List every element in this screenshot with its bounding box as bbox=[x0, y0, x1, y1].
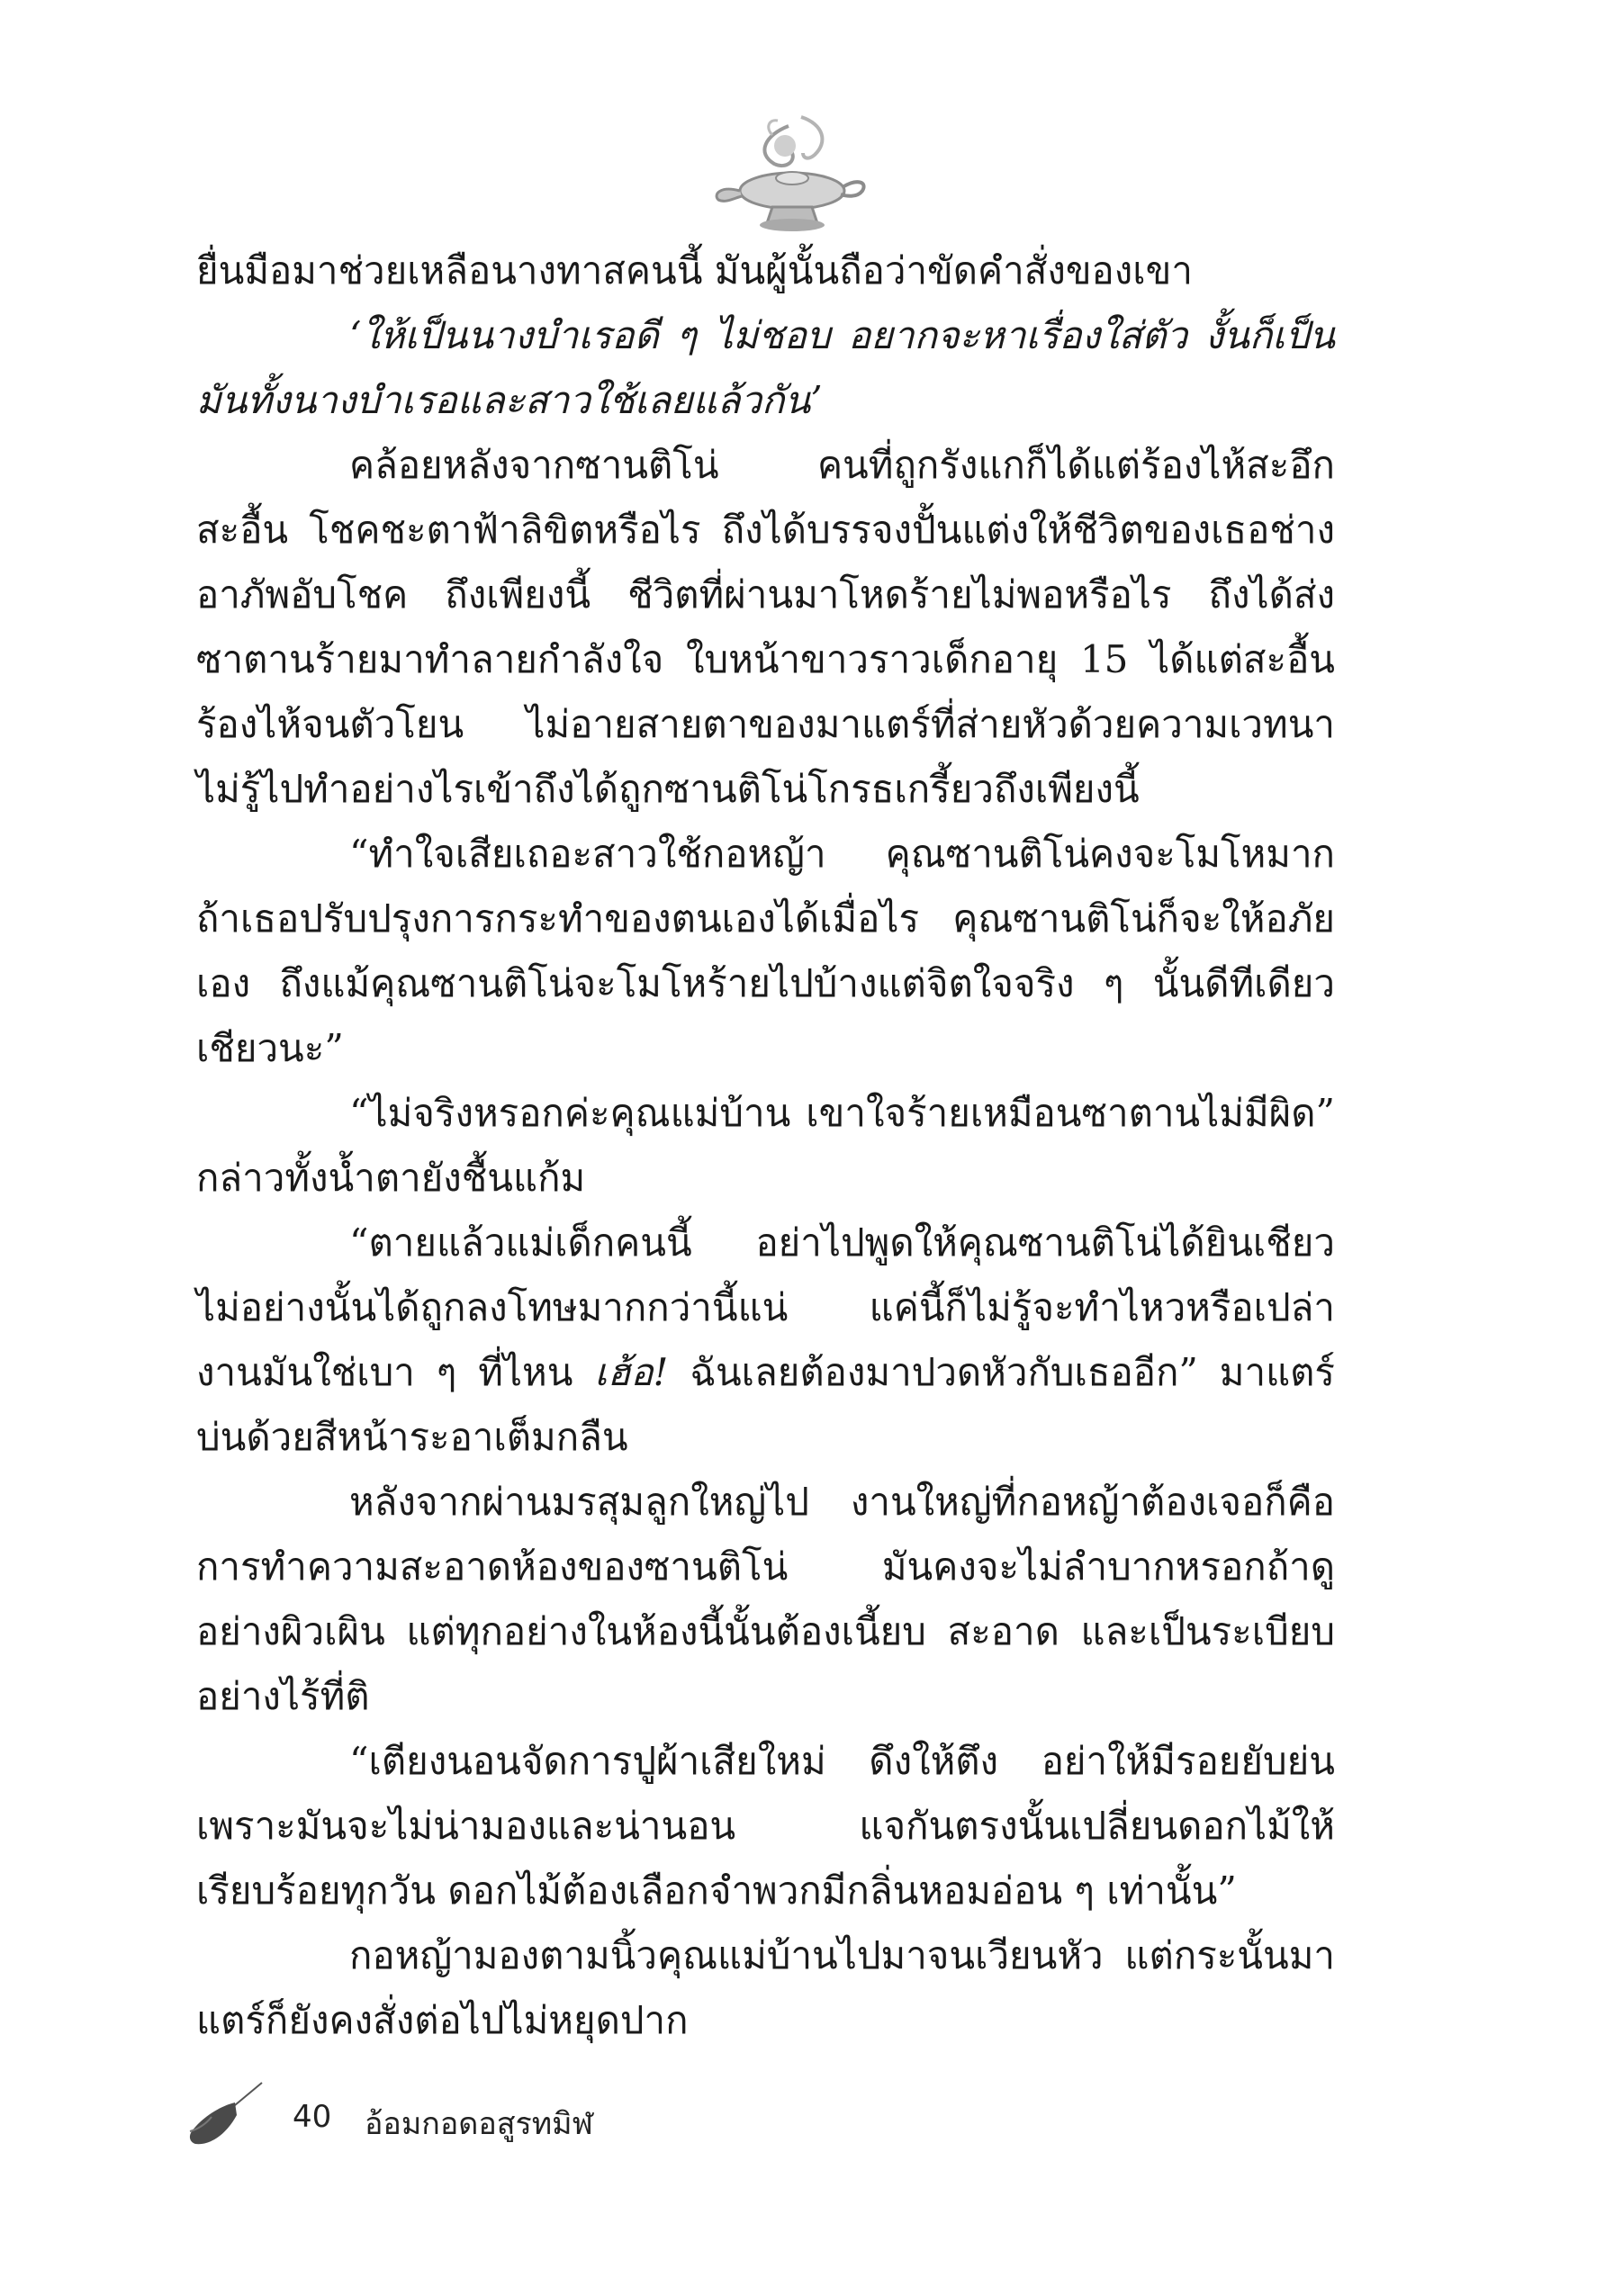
paragraph-dialogue bbox=[196, 1211, 1335, 1470]
paragraph-italic-thought: ‘ให้เป็นนางบำเรอดี ๆ ไม่ชอบ อยากจะหาเรื่องใส่ตัว งั้นก็เป็นมันทั้งนางบำเรอและสาวใช้เลยแล้วกัน’ bbox=[196, 313, 1335, 422]
paragraph: คล้อยหลังจากซานติโน่ คนที่ถูกรังแกก็ได้แต่ร้องไห้สะอึกสะอื้น โชคชะตาฟ้าลิขิตหรือไร ถึงได้บรรจงปั้นแต่งให้ชีวิตของเธอช่างอาภัพอับโชค ถึงเพียงนี้ ชีวิตที่ผ่านมาโหดร้ายไม่พอหรือไร ถึงได้ส่งซาตานร้ายมาทำลายกำลังใจ ใบหน้าขาวราวเด็กอายุ 15 ได้แต่สะอื้นร้องไห้จนตัวโยน ไม่อายสายตาของมาแตร์ที่ส่ายหัวด้วยความเวทนา ไม่รู้ไปทำอย่างไรเข้าถึงได้ถูกซานติโน่โกรธเกรี้ยวถึงเพียงนี้ bbox=[196, 443, 1335, 811]
paragraph-dialogue: “ไม่จริงหรอกค่ะคุณแม่บ้าน เขาใจร้ายเหมือนซาตานไม่มีผิด” กล่าวทั้งน้ำตายังชื้นแก้ม bbox=[196, 1091, 1335, 1200]
book-title: อ้อมกอดอสูรทมิฬ bbox=[365, 2106, 593, 2142]
quill-feather-icon bbox=[185, 2079, 266, 2151]
paragraph-dialogue: “ทำใจเสียเถอะสาวใช้กอหญ้า คุณซานติโน่คงจะโมโหมาก ถ้าเธอปรับปรุงการกระทำของตนเองได้เมื่อไร คุณซานติโน่ก็จะให้อภัยเอง ถึงแม้คุณซานติโน่จะโมโหร้ายไปบ้างแต่จิตใจจริง ๆ นั้นดีทีเดียวเชียวนะ” bbox=[196, 832, 1335, 1070]
page-footer bbox=[185, 2079, 815, 2160]
paragraph: กอหญ้ามองตามนิ้วคุณแม่บ้านไปมาจนเวียนหัว แต่กระนั้นมาแตร์ก็ยังคงสั่งต่อไปไม่หยุดปาก bbox=[196, 1933, 1335, 2042]
paragraph-emphasis: เฮ้อ! bbox=[594, 1350, 669, 1394]
page-number: 40 bbox=[293, 2099, 332, 2135]
genie-lamp-icon bbox=[702, 108, 873, 243]
paragraph-dialogue: “เตียงนอนจัดการปูผ้าเสียใหม่ ดึงให้ตึง อย่าให้มีรอยยับย่น เพราะมันจะไม่น่ามองและน่านอน แจกันตรงนั้นเปลี่ยนดอกไม้ให้เรียบร้อยทุกวัน ดอกไม้ต้องเลือกจำพวกมีกลิ่นหอมอ่อน ๆ เท่านั้น” bbox=[196, 1739, 1335, 1913]
paragraph: หลังจากผ่านมรสุมลูกใหญ่ไป งานใหญ่ที่กอหญ้าต้องเจอก็คือการทำความสะอาดห้องของซานติโน่ มันคงจะไม่ลำบากหรอกถ้าดูอย่างผิวเผิน แต่ทุกอย่างในห้องนี้นั้นต้องเนี้ยบ สะอาด และเป็นระเบียบอย่างไร้ที่ติ bbox=[196, 1480, 1335, 1718]
paragraph: ยื่นมือมาช่วยเหลือนางทาสคนนี้ มันผู้นั้นถือว่าขัดคำสั่งของเขา bbox=[196, 248, 1193, 293]
paragraph-text: ฉันเลยต้องมาปวดหัวกับเธออีก” มาแตร์บ่นด้วยสีหน้าระอาเต็มกลืน bbox=[196, 1350, 1335, 1459]
paragraph-text: “ตายแล้วแม่เด็กคนนี้ อย่าไปพูดให้คุณซานติโน่ได้ยินเชียว ไม่อย่างนั้นได้ถูกลงโทษมากกว่านี้แน่ แค่นี้ก็ไม่รู้จะทำไหวหรือเปล่า งานมันใช่เบา ๆ ที่ไหน bbox=[196, 1220, 1335, 1394]
text-body bbox=[196, 239, 1335, 2053]
